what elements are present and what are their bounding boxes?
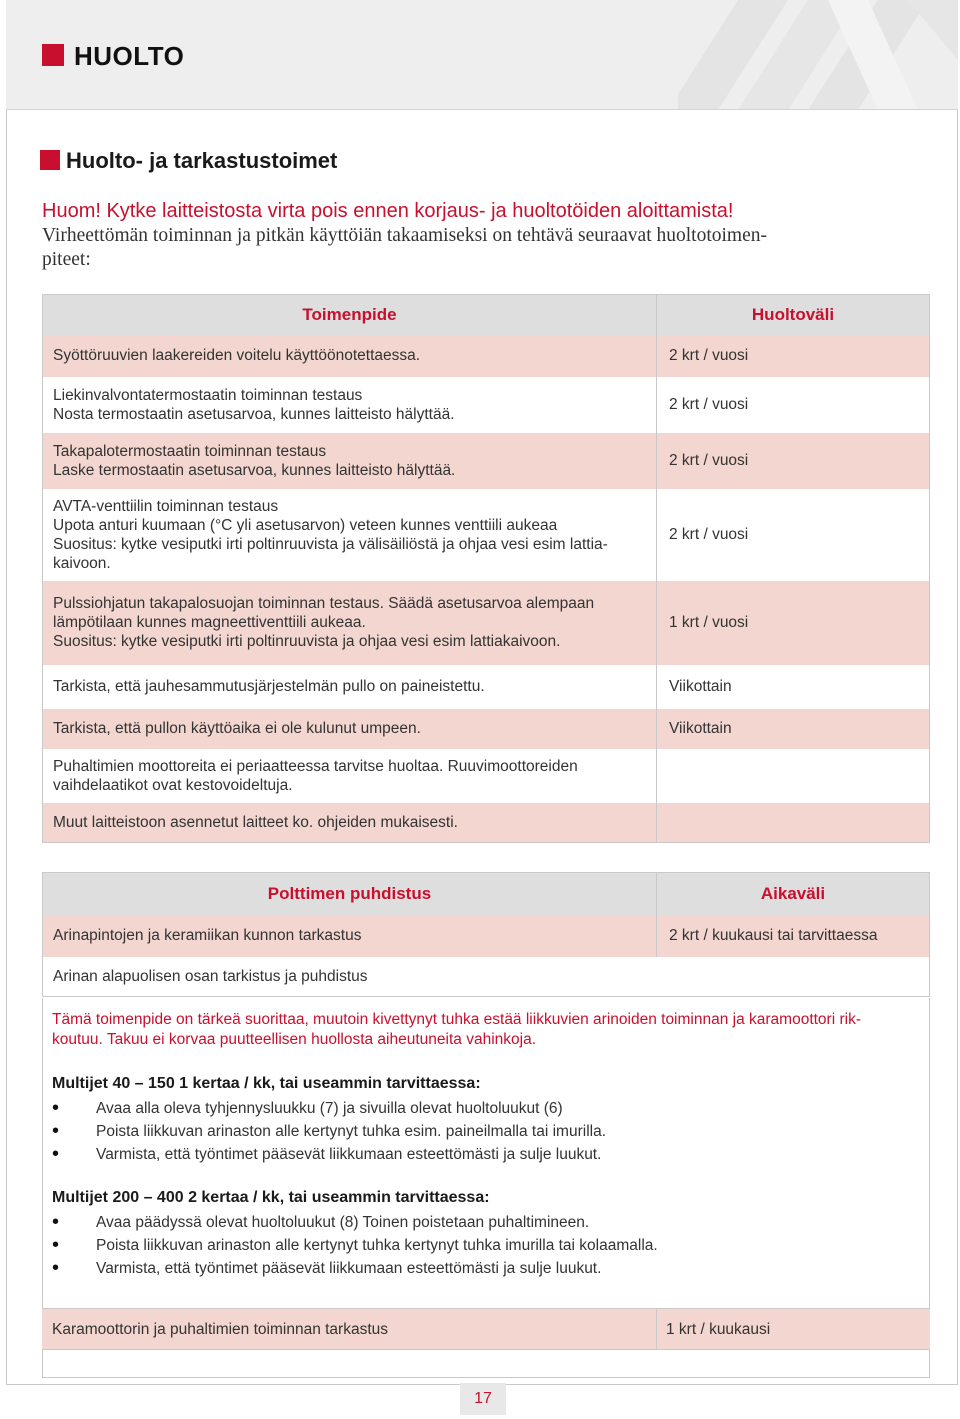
row-action: Karamoottorin ja puhaltimien toiminnan tarkastus <box>52 1321 389 1338</box>
table-row <box>43 581 930 665</box>
list-item: • Poista liikkuvan arinaston alle kertynyt tuhka esim. paineilmalla tai imurilla. <box>52 1120 606 1143</box>
row-interval: Viikottain <box>657 665 930 709</box>
bullet-list-large-models <box>52 1211 658 1280</box>
row-interval: Viikottain <box>657 709 930 749</box>
table-row <box>43 709 930 749</box>
table-row <box>43 915 930 957</box>
bullet-list-small-models <box>52 1097 606 1166</box>
section-title: Huolto- ja tarkastustoimet <box>66 148 338 173</box>
page-title: HUOLTO <box>74 41 185 71</box>
row-action: AVTA-venttiilin toiminnan testaus Upota anturi kuumaan (°C yli asetusarvon) veteen kunnes venttiili aukeaa Suositus: kytke vesiputki irti poltinruuvista ja välisäiliöstä ja ohjaa vesi esim lattia- kaivoon. <box>43 489 657 581</box>
cleaning-table <box>42 872 930 997</box>
row-action: Takapalotermostaatin toiminnan testaus Laske termostaatin asetusarvoa, kunnes laitteisto hälyttää. <box>43 433 657 489</box>
table-row <box>43 957 930 997</box>
row-interval <box>657 803 930 843</box>
header-pattern <box>678 0 958 110</box>
row-interval: 2 krt / vuosi <box>657 489 930 581</box>
column-header-period: Aikaväli <box>657 873 930 915</box>
row-action: Tarkista, että pullon käyttöaika ei ole kulunut umpeen. <box>43 709 657 749</box>
table-row <box>43 335 930 377</box>
table-row <box>43 433 930 489</box>
row-interval: 2 krt / vuosi <box>657 433 930 489</box>
table-row <box>43 665 930 709</box>
column-header-action: Toimenpide <box>43 295 657 335</box>
list-item: • Avaa päädyssä olevat huoltoluukut (8) Toinen poistetaan puhaltimineen. <box>52 1211 658 1234</box>
list-item: • Varmista, että työntimet pääsevät liikkumaan esteettömästi ja sulje luukut. <box>52 1257 658 1280</box>
page-number: 17 <box>460 1383 506 1415</box>
section-square-icon <box>40 150 60 170</box>
block-title-small-models: Multijet 40 – 150 1 kertaa / kk, tai useammin tarvittaessa: <box>52 1075 481 1092</box>
warning-note: Tämä toimenpide on tärkeä suorittaa, muutoin kivettynyt tuhka estää liikkuvien arinoiden toiminnan ja karamoottori rik- koutuu. Takuu ei korvaa puutteellisen huollosta aiheutuneita vahinkoja. <box>52 1011 861 1048</box>
row-action: Syöttöruuvien laakereiden voitelu käyttöönotettaessa. <box>43 335 657 377</box>
maintenance-table <box>42 294 930 843</box>
page-header <box>6 0 958 110</box>
row-interval <box>657 749 930 803</box>
intro-text: Virheettömän toiminnan ja pitkän käyttöiän takaamiseksi on tehtävä seuraavat huoltotoimen- piteet: <box>42 225 767 270</box>
table-row <box>43 489 930 581</box>
warning-text: Huom! Kytke laitteistosta virta pois ennen korjaus- ja huoltotöiden aloittamista! <box>42 200 734 222</box>
row-action: Muut laitteistoon asennetut laitteet ko. ohjeiden mukaisesti. <box>43 803 657 843</box>
header-square-icon <box>42 44 64 66</box>
row-interval: 1 krt / vuosi <box>657 581 930 665</box>
row-action: Pulssiohjatun takapalosuojan toiminnan testaus. Säädä asetusarvoa alempaan lämpötilaan kunnes magneettiventtiili aukeaa. Suositus: kytke vesiputki irti poltinruuvista ja ohjaa vesi esim lattiakaivoon. <box>43 581 657 665</box>
row-action: Arinan alapuolisen osan tarkistus ja puhdistus <box>43 957 930 997</box>
column-header-interval: Huoltoväli <box>657 295 930 335</box>
row-interval: 2 krt / vuosi <box>657 377 930 433</box>
row-action: Arinapintojen ja keramiikan kunnon tarkastus <box>43 915 657 957</box>
list-item: • Poista liikkuvan arinaston alle kertynyt tuhka kertynyt tuhka imurilla tai kolaamalla. <box>52 1234 658 1257</box>
list-item: • Avaa alla oleva tyhjennysluukku (7) ja sivuilla olevat huoltoluukut (6) <box>52 1097 606 1120</box>
row-action: Puhaltimien moottoreita ei periaatteessa tarvitse huoltaa. Ruuvimoottoreiden vaihdelaatikot ovat kestovoideltuja. <box>43 749 657 803</box>
table-row <box>43 377 930 433</box>
row-action: Tarkista, että jauhesammutusjärjestelmän pullo on paineistettu. <box>43 665 657 709</box>
block-title-large-models: Multijet 200 – 400 2 kertaa / kk, tai useammin tarvittaessa: <box>52 1189 490 1206</box>
table-row <box>43 749 930 803</box>
table-row <box>43 803 930 843</box>
row-interval: 1 krt / kuukausi <box>666 1321 771 1338</box>
row-interval: 2 krt / kuukausi tai tarvittaessa <box>657 915 930 957</box>
row-action: Liekinvalvontatermostaatin toiminnan testaus Nosta termostaatin asetusarvoa, kunnes laitteisto hälyttää. <box>43 377 657 433</box>
column-header-cleaning: Polttimen puhdistus <box>43 873 657 915</box>
column-divider <box>656 1309 657 1349</box>
list-item: • Varmista, että työntimet pääsevät liikkumaan esteettömästi ja sulje luukut. <box>52 1143 606 1166</box>
table-row <box>42 1308 930 1350</box>
row-interval: 2 krt / vuosi <box>657 335 930 377</box>
